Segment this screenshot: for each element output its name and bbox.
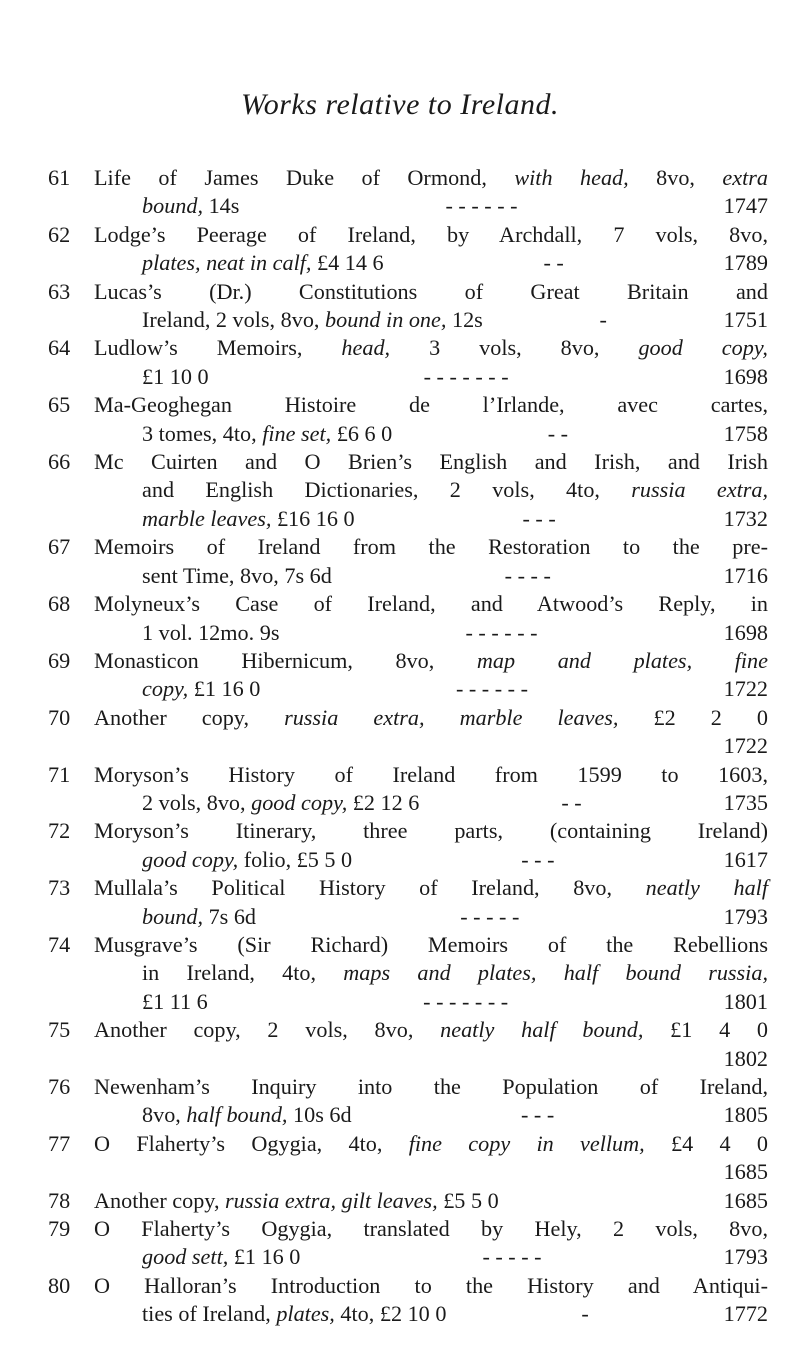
entry-price: 7s 6d <box>203 903 257 929</box>
entry-italic: russia extra, gilt leaves, <box>225 1187 438 1213</box>
entry-italic: neatly half <box>645 875 768 901</box>
entry-year: 1617 <box>723 846 768 872</box>
catalogue-entry <box>48 1215 768 1272</box>
entry-line <box>94 505 768 533</box>
entry-italic: marble leaves, <box>459 704 619 730</box>
entry-number: 73 <box>48 875 71 901</box>
entry-line <box>94 306 768 334</box>
entry-text <box>692 648 735 673</box>
catalogue-entry <box>48 704 768 761</box>
entry-text: Mullala’s Political History of Ireland, 8vo, <box>94 875 646 901</box>
entry-year: 1793 <box>723 1244 768 1270</box>
entry-number: 69 <box>48 647 71 673</box>
entry-italic: marble leaves, <box>142 505 272 531</box>
catalogue-entry <box>48 817 768 874</box>
entry-text: sent Time, 8vo, 7s 6d <box>142 562 332 588</box>
catalogue-entry <box>48 1073 768 1130</box>
entry-number: 66 <box>48 449 71 475</box>
entry-line: Newenham’s Inquiry into the Population of Ireland, <box>94 1074 768 1099</box>
entry-italic: good copy, <box>251 789 348 815</box>
catalogue-entry <box>48 164 768 221</box>
entry-number: 65 <box>48 392 71 418</box>
entry-price: £4 14 6 <box>311 250 384 276</box>
entry-price: £1 11 6 <box>142 988 208 1014</box>
entry-italic: with head, <box>514 165 629 190</box>
entry-line <box>94 192 768 220</box>
entry-text: Ireland, 2 vols, 8vo, <box>142 307 326 333</box>
catalogue-entry <box>48 221 768 278</box>
leader-dashes: - - - - - <box>460 903 520 929</box>
entry-line <box>94 334 768 362</box>
entry-price: £2 12 6 <box>347 789 420 815</box>
entry-year: 1758 <box>723 420 768 446</box>
catalogue-entry <box>48 1187 768 1215</box>
leader-dashes: - - - <box>521 846 555 872</box>
entry-price: £4 4 0 <box>644 1130 768 1156</box>
entry-text: Another copy, 2 vols, 8vo, <box>94 1017 441 1043</box>
entry-number: 74 <box>48 931 71 957</box>
entry-italic: map and plates, <box>476 647 693 673</box>
entry-italic: maps and plates, half bound russia, <box>343 960 768 986</box>
entry-line: Mc Cuirten and O Brien’s English and Irish, and Irish <box>94 449 768 475</box>
entry-number: 63 <box>48 278 71 304</box>
entry-line: O Halloran’s Introduction to the History and Antiqui- <box>94 1272 768 1298</box>
entry-line <box>94 1016 768 1044</box>
entry-text <box>425 705 460 730</box>
entry-text: 3 tomes, 4to, <box>142 420 263 446</box>
entry-number: 80 <box>48 1272 71 1298</box>
entry-text: 1 vol. 12mo. 9s <box>142 619 280 645</box>
entry-line: Lodge’s Peerage of Ireland, by Archdall, 7 vols, 8vo, <box>94 221 768 247</box>
entry-italic: copy, <box>142 676 189 702</box>
catalogue-entries <box>48 164 768 1329</box>
catalogue-entry <box>48 1272 768 1329</box>
entry-line <box>94 619 768 647</box>
entry-year: 1751 <box>723 307 768 333</box>
catalogue-entry <box>48 761 768 818</box>
entry-line <box>94 874 768 902</box>
entry-line: Musgrave’s (Sir Richard) Memoirs of the Rebellions <box>94 931 768 957</box>
entry-line <box>94 1300 768 1328</box>
entry-text: 8vo, <box>142 1102 187 1128</box>
catalogue-entry <box>48 874 768 931</box>
entry-price: 4to, £2 10 0 <box>334 1301 447 1327</box>
entry-line: Lucas’s (Dr.) Constitutions of Great Britain and <box>94 278 768 304</box>
entry-year: 1789 <box>723 250 768 276</box>
entry-text: Ludlow’s Memoirs, <box>94 335 342 361</box>
entry-year: 1716 <box>723 562 768 588</box>
leader-dashes: - - - - <box>504 562 551 588</box>
leader-dashes: - - - - - - - <box>423 988 509 1014</box>
entry-number: 70 <box>48 704 71 730</box>
entry-line <box>94 1130 768 1158</box>
entry-year: 1801 <box>723 988 768 1014</box>
entry-line <box>94 959 768 987</box>
entry-italic: fine set, <box>262 420 332 446</box>
leader-dashes: - - - <box>520 1102 555 1128</box>
entry-italic: good sett, <box>142 1244 229 1270</box>
entry-line <box>94 363 768 391</box>
leader-dashes: - - - <box>522 505 556 531</box>
entry-italic: fine copy in vellum, <box>408 1130 645 1156</box>
entry-italic: russia extra, <box>631 477 769 503</box>
entry-price: £1 10 0 <box>142 363 209 389</box>
entry-year: 1722 <box>723 676 768 702</box>
entry-year: 1747 <box>723 193 768 219</box>
entry-line <box>94 704 768 732</box>
entry-italic: plates, neat in calf, <box>142 250 312 276</box>
entry-price: £2 2 0 <box>618 704 769 730</box>
entry-italic: head, <box>341 335 391 361</box>
entry-line <box>94 249 768 277</box>
entry-year: 1722 <box>723 733 768 759</box>
catalogue-entry <box>48 647 768 704</box>
entry-number: 79 <box>48 1216 71 1242</box>
entry-line: Moryson’s History of Ireland from 1599 to 1603, <box>94 761 768 787</box>
entry-italic: good copy, <box>142 846 239 872</box>
entry-price: £1 16 0 <box>228 1244 301 1270</box>
catalogue-entry <box>48 391 768 448</box>
entry-text: Life of James Duke of Ormond, <box>94 165 515 190</box>
entry-number: 67 <box>48 534 71 560</box>
entry-line <box>94 476 768 504</box>
entry-italic: half bound, <box>186 1102 288 1128</box>
entry-line <box>94 164 768 192</box>
entry-line: Ma-Geoghegan Histoire de l’Irlande, avec cartes, <box>94 392 768 418</box>
entry-text: and English Dictionaries, 2 vols, 4to, <box>142 477 632 503</box>
entry-italic: bound in one, <box>325 307 447 333</box>
entry-italic: plates, <box>276 1301 335 1327</box>
entry-price: £1 4 0 <box>643 1017 769 1043</box>
entry-price: £5 5 0 <box>437 1187 499 1213</box>
entry-price: £1 16 0 <box>188 676 261 702</box>
entry-number: 61 <box>48 165 71 190</box>
entry-line <box>94 562 768 590</box>
leader-dashes: - <box>599 307 607 333</box>
entry-text: ties of Ireland, <box>142 1301 277 1327</box>
leader-dashes: - - <box>561 789 582 815</box>
entry-line <box>94 420 768 448</box>
leader-dashes: - - - - - - <box>455 676 529 702</box>
entry-italic: neatly half bound, <box>440 1017 644 1043</box>
entry-text: 2 vols, 8vo, <box>142 789 252 815</box>
entry-number: 68 <box>48 591 71 617</box>
entry-year: 1732 <box>723 505 768 531</box>
entry-number: 62 <box>48 221 71 247</box>
entry-text: in Ireland, 4to, <box>142 960 344 986</box>
entry-price: folio, £5 5 0 <box>238 846 353 872</box>
entry-text: O Flaherty’s Ogygia, 4to, <box>94 1130 409 1156</box>
catalogue-entry <box>48 590 768 647</box>
entry-year: 1772 <box>723 1301 768 1327</box>
entry-number: 64 <box>48 335 71 361</box>
entry-year: 1802 <box>723 1045 768 1071</box>
leader-dashes: - - <box>547 420 569 446</box>
page-title: Works relative to Ireland. <box>241 88 559 121</box>
leader-dashes: - - - - - <box>482 1244 542 1270</box>
entry-italic: extra <box>722 165 768 190</box>
catalogue-entry <box>48 448 768 533</box>
entry-year: 1698 <box>723 619 768 645</box>
catalogue-entry <box>48 931 768 1016</box>
leader-dashes: - <box>581 1301 589 1327</box>
entry-line: Memoirs of Ireland from the Restoration to the pre- <box>94 534 768 560</box>
entry-text: Monasticon Hibernicum, 8vo, <box>94 647 477 673</box>
entry-year: 1698 <box>723 363 768 389</box>
leader-dashes: - - - - - - - <box>423 363 509 389</box>
entry-year: 1735 <box>723 789 768 815</box>
entry-year: 1805 <box>723 1102 768 1128</box>
catalogue-entry <box>48 334 768 391</box>
entry-line <box>94 647 768 675</box>
entry-italic: russia extra, <box>284 704 425 730</box>
entry-line <box>94 675 768 703</box>
entry-italic: bound, <box>142 903 204 929</box>
entry-italic: bound, <box>142 193 204 219</box>
entry-line <box>94 789 768 817</box>
entry-italic: good copy, <box>638 335 768 361</box>
entry-text: 3 vols, 8vo, <box>390 335 639 361</box>
catalogue-entry <box>48 278 768 335</box>
entry-price: £16 16 0 <box>271 505 355 531</box>
entry-year: 1793 <box>723 903 768 929</box>
entry-number: 78 <box>48 1187 71 1213</box>
entry-text: 8vo, <box>628 165 723 190</box>
leader-dashes: - - - - - - <box>445 193 518 219</box>
entry-line: O Flaherty’s Ogygia, translated by Hely, 2 vols, 8vo, <box>94 1216 768 1242</box>
leader-dashes: - - - - - - <box>465 619 538 645</box>
entry-line <box>94 1243 768 1271</box>
entry-price: 12s <box>446 307 483 333</box>
leader-dashes: - - <box>543 250 564 276</box>
entry-line: Moryson’s Itinerary, three parts, (containing Ireland) <box>94 818 768 844</box>
entry-italic: fine <box>734 647 768 673</box>
catalogue-entry <box>48 533 768 590</box>
entry-price: £6 6 0 <box>331 420 393 446</box>
entry-line <box>94 1101 768 1129</box>
entry-year: 1685 <box>723 1159 768 1185</box>
entry-text: Another copy, <box>94 1187 226 1213</box>
entry-price: 14s <box>203 193 240 219</box>
entry-price: 10s 6d <box>287 1102 352 1128</box>
entry-number: 72 <box>48 818 71 844</box>
entry-line <box>94 988 768 1016</box>
entry-number: 75 <box>48 1017 71 1043</box>
catalogue-entry <box>48 1016 768 1073</box>
catalogue-entry <box>48 1130 768 1187</box>
entry-line <box>94 1187 768 1215</box>
entry-year: 1685 <box>723 1187 768 1213</box>
entry-text: Another copy, <box>94 704 285 730</box>
entry-number: 77 <box>48 1130 71 1156</box>
entry-number: 71 <box>48 761 71 787</box>
entry-line <box>94 903 768 931</box>
entry-number: 76 <box>48 1074 71 1099</box>
entry-line <box>94 846 768 874</box>
entry-line: Molyneux’s Case of Ireland, and Atwood’s Reply, in <box>94 591 768 617</box>
